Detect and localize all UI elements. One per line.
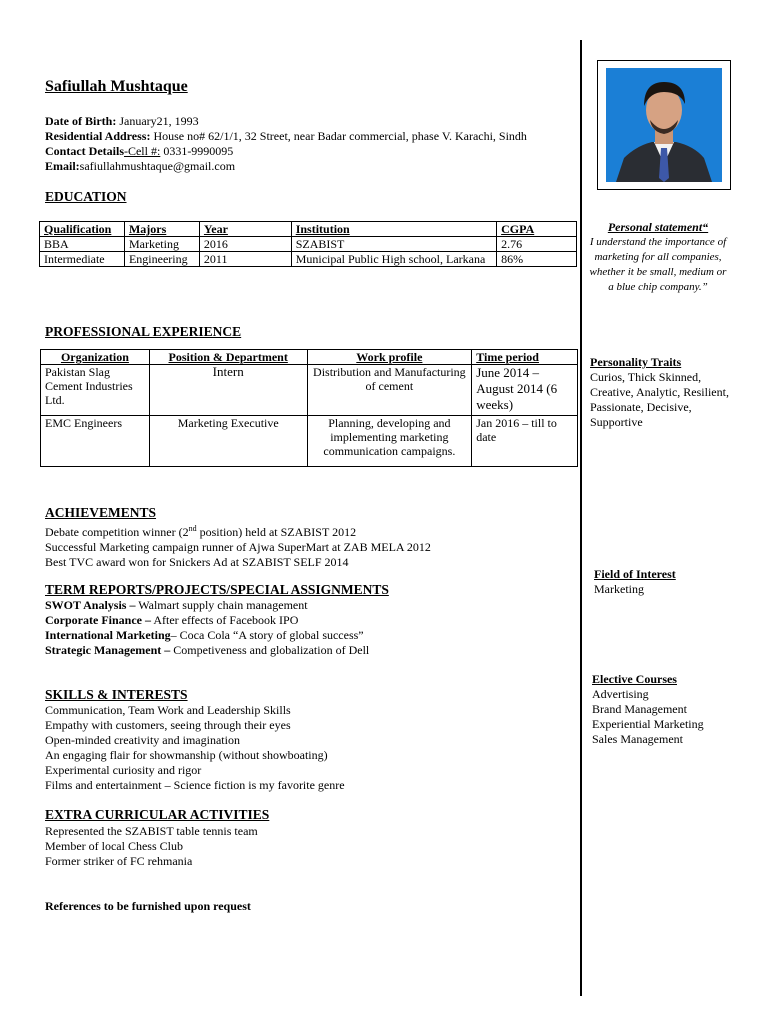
- list-item: An engaging flair for showmanship (without showboating): [45, 748, 328, 762]
- table-row: [40, 252, 577, 267]
- table-cell: SZABIST: [291, 237, 496, 252]
- interest-text: Marketing: [594, 582, 644, 596]
- personal-statement-heading: Personal statement“: [607, 220, 709, 234]
- list-item: Films and entertainment – Science fiction is my favorite genre: [45, 778, 345, 792]
- achievements-list: [45, 521, 431, 570]
- traits-text: Curios, Thick Skinned, Creative, Analytic, Resilient, Passionate, Decisive, Supportive: [590, 370, 729, 429]
- address-label: Residential Address:: [45, 129, 151, 143]
- interest-section: [594, 567, 734, 597]
- table-cell: 86%: [497, 252, 577, 267]
- table-cell: Jan 2016 – till to date: [472, 416, 578, 467]
- table-header: CGPA: [497, 222, 577, 237]
- table-header: Qualification: [40, 222, 125, 237]
- table-cell: Planning, developing and implementing marketing communication campaigns.: [307, 416, 472, 467]
- achievements-heading: ACHIEVEMENTS: [45, 505, 157, 520]
- electives-section: [592, 672, 732, 747]
- email-value: safiullahmushtaque@gmail.com: [79, 159, 236, 173]
- skills-list: [45, 703, 345, 793]
- skills-heading: SKILLS & INTERESTS: [45, 687, 188, 702]
- table-cell: 2016: [199, 237, 291, 252]
- email-label: Email:: [45, 159, 80, 173]
- project-text: After effects of Facebook IPO: [150, 613, 299, 627]
- list-item: Best TVC award won for Snickers Ad at SZABIST SELF 2014: [45, 555, 349, 569]
- experience-table: [40, 349, 578, 467]
- project-text: Walmart supply chain management: [135, 598, 308, 612]
- table-header: Year: [199, 222, 291, 237]
- list-item: Sales Management: [592, 732, 683, 746]
- personal-statement: [588, 220, 728, 295]
- list-item: [45, 628, 369, 643]
- achievement-superscript: nd: [188, 524, 197, 533]
- personal-info: [45, 114, 527, 174]
- table-cell: Pakistan Slag Cement Industries Ltd.: [41, 365, 150, 416]
- table-row: [41, 365, 578, 416]
- electives-heading: Elective Courses: [592, 672, 677, 686]
- table-header: Position & Department: [149, 350, 307, 365]
- list-item: Brand Management: [592, 702, 687, 716]
- table-cell: Distribution and Manufacturing of cement: [307, 365, 472, 416]
- table-cell: Municipal Public High school, Larkana: [291, 252, 496, 267]
- portrait-icon: [606, 68, 722, 182]
- address-value: House no# 62/1/1, 32 Street, near Badar commercial, phase V. Karachi, Sindh: [153, 129, 527, 143]
- profile-photo: [597, 60, 731, 190]
- project-text: Competiveness and globalization of Dell: [170, 643, 370, 657]
- education-heading: EDUCATION: [45, 189, 127, 204]
- table-cell: Marketing Executive: [149, 416, 307, 467]
- project-label: Strategic Management –: [45, 643, 171, 657]
- dob-label: Date of Birth:: [45, 114, 117, 128]
- cell-value: 0331-9990095: [163, 144, 234, 158]
- list-item: Experiential Marketing: [592, 717, 704, 731]
- project-text: – Coca Cola “A story of global success”: [170, 628, 364, 642]
- list-item: [45, 521, 431, 540]
- table-row: [41, 416, 578, 467]
- list-item: Advertising: [592, 687, 649, 701]
- list-item: Successful Marketing campaign runner of Ajwa SuperMart at ZAB MELA 2012: [45, 540, 431, 554]
- achievement-text: position) held at SZABIST 2012: [196, 525, 357, 539]
- experience-heading: PROFESSIONAL EXPERIENCE: [45, 324, 242, 339]
- list-item: [45, 598, 369, 613]
- table-header: Work profile: [307, 350, 472, 365]
- table-header: Organization: [41, 350, 150, 365]
- references-note: References to be furnished upon request: [45, 899, 251, 913]
- list-item: [45, 613, 369, 628]
- list-item: Experimental curiosity and rigor: [45, 763, 202, 777]
- list-item: Communication, Team Work and Leadership Skills: [45, 703, 291, 717]
- personal-statement-text: I understand the importance of marketing for all companies, whether it be small, medium or a blue chip company.”: [589, 236, 727, 293]
- traits-section: [590, 355, 730, 430]
- candidate-name: Safiullah Mushtaque: [45, 78, 188, 95]
- table-cell: 2011: [199, 252, 291, 267]
- table-header-row: [41, 350, 578, 365]
- table-row: [40, 237, 577, 252]
- projects-heading: TERM REPORTS/PROJECTS/SPECIAL ASSIGNMENTS: [45, 582, 389, 597]
- table-cell: Marketing: [124, 237, 199, 252]
- table-header-row: [40, 222, 577, 237]
- extra-heading: EXTRA CURRICULAR ACTIVITIES: [45, 807, 270, 822]
- table-header: Time period: [472, 350, 578, 365]
- extra-list: [45, 824, 258, 869]
- project-label: Corporate Finance –: [45, 613, 151, 627]
- interest-heading: Field of Interest: [594, 567, 676, 581]
- contact-label: Contact Details: [45, 144, 124, 158]
- photo-background: [606, 68, 722, 182]
- list-item: Former striker of FC rehmania: [45, 854, 193, 868]
- education-table: [39, 221, 577, 267]
- list-item: Open-minded creativity and imagination: [45, 733, 240, 747]
- table-cell: June 2014 – August 2014 (6 weeks): [472, 365, 578, 416]
- table-cell: BBA: [40, 237, 125, 252]
- dob-value: January21, 1993: [119, 114, 199, 128]
- traits-heading: Personality Traits: [590, 355, 682, 369]
- table-cell: Intermediate: [40, 252, 125, 267]
- list-item: [45, 643, 369, 658]
- project-label: SWOT Analysis –: [45, 598, 136, 612]
- table-header: Institution: [291, 222, 496, 237]
- list-item: Empathy with customers, seeing through their eyes: [45, 718, 291, 732]
- table-cell: EMC Engineers: [41, 416, 150, 467]
- table-cell: 2.76: [497, 237, 577, 252]
- cell-label: -Cell #:: [123, 144, 161, 158]
- list-item: Member of local Chess Club: [45, 839, 183, 853]
- projects-list: [45, 598, 369, 658]
- column-divider: [580, 40, 582, 996]
- table-cell: Intern: [149, 365, 307, 416]
- achievement-text: Debate competition winner (2: [45, 525, 189, 539]
- table-cell: Engineering: [124, 252, 199, 267]
- project-label: International Marketing: [45, 628, 171, 642]
- list-item: Represented the SZABIST table tennis team: [45, 824, 258, 838]
- table-header: Majors: [124, 222, 199, 237]
